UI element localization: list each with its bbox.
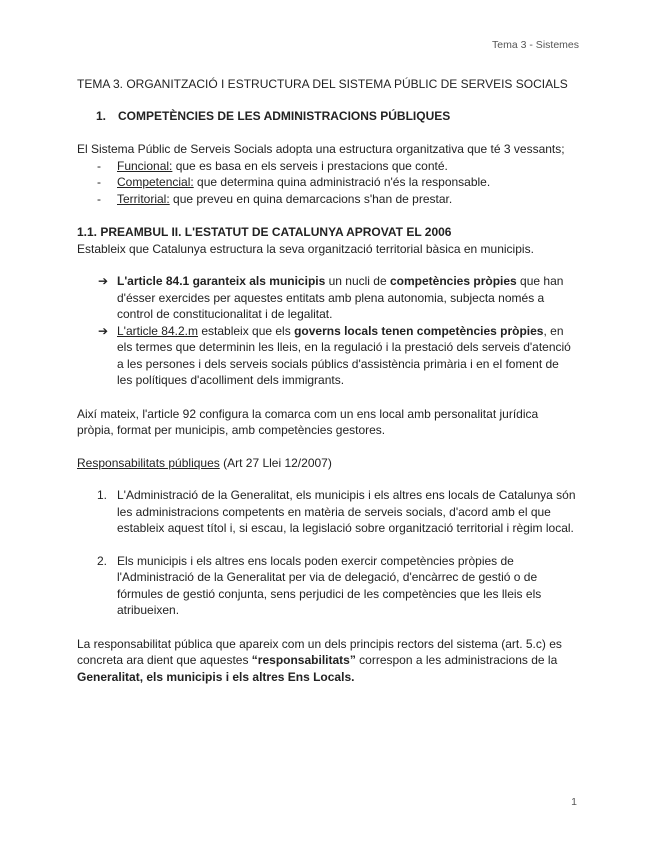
list-item bbox=[77, 174, 577, 191]
item-number: 2. bbox=[97, 553, 108, 568]
responsabilitats-title: Responsabilitats públiques bbox=[77, 455, 220, 470]
arrow-right-icon: ➔ bbox=[98, 323, 109, 338]
section-label: COMPETÈNCIES DE LES ADMINISTRACIONS PÚBLIQUES bbox=[118, 108, 451, 123]
section-number: 1. bbox=[96, 108, 107, 123]
vessants-list bbox=[77, 158, 577, 208]
final-text: La responsabilitat pública que apareix com un dels principis rectors del sistema (art. 5.c) es concreta ara dient que aquestes bbox=[77, 636, 562, 667]
dash-bullet: - bbox=[97, 191, 101, 206]
list-item bbox=[77, 158, 577, 175]
article-emphasis: governs locals tenen competències pròpies bbox=[294, 323, 544, 338]
intro-paragraph: El Sistema Públic de Serveis Socials adopta una estructura organitzativa que té 3 vessants; bbox=[77, 142, 565, 156]
list-item bbox=[77, 553, 577, 619]
subsection-text: Estableix que Catalunya estructura la seva organització territorial bàsica en municipis. bbox=[77, 241, 534, 256]
item-number: 1. bbox=[97, 488, 108, 502]
list-item bbox=[77, 191, 577, 208]
article-text: que han d'ésser exercides per aquestes entitats amb plena autonomia, subjecta només a control de constitucionalitat i de legalitat. bbox=[117, 274, 564, 321]
document-body bbox=[77, 76, 577, 685]
list-item bbox=[77, 487, 577, 537]
bullet-text: que es basa en els serveis i prestacions que conté. bbox=[172, 158, 448, 173]
final-emphasis: Generalitat, els municipis i els altres Ens Locals. bbox=[77, 669, 355, 684]
numbered-list bbox=[77, 487, 577, 619]
bullet-term: Competencial: bbox=[117, 175, 194, 189]
article-ref: L'article 84.2.m bbox=[117, 323, 198, 338]
article-ref: L'article 84.1 garanteix als municipis bbox=[117, 274, 326, 288]
final-paragraph bbox=[77, 636, 577, 686]
articles-list bbox=[77, 273, 577, 389]
article-text: , en els termes que determinin les lleis, en la regulació i la prestació dels serveis d'atenció a les persones i dels serveis socials públics d'assistència primària i en el foment de les polítiques d'acolliment dels immigrants. bbox=[117, 323, 571, 387]
article92-paragraph: Així mateix, l'article 92 configura la comarca com un ens local amb personalitat jurídica pròpia, format per municipis, amb competències gestores. bbox=[77, 406, 539, 437]
article-text: estableix que els bbox=[198, 323, 295, 338]
section-heading bbox=[96, 108, 577, 125]
item-text: L'Administració de la Generalitat, els municipis i els altres ens locals de Catalunya són les administracions competents en matèria de serveis socials, d'acord amb el que estableix aquest títol i, si escau, la legislació sobre organització territorial i règim local. bbox=[117, 488, 576, 535]
list-item bbox=[77, 323, 577, 389]
article-text: un nucli de bbox=[325, 274, 390, 288]
bullet-term: Territorial: bbox=[117, 191, 170, 206]
bullet-term: Funcional: bbox=[117, 158, 173, 173]
bullet-text: que preveu en quina demarcacions s'han de prestar. bbox=[169, 191, 453, 206]
responsabilitats-ref: (Art 27 Llei 12/2007) bbox=[219, 455, 332, 470]
article-emphasis: competències pròpies bbox=[390, 274, 517, 288]
item-text: Els municipis i els altres ens locals poden exercir competències pròpies de l'Administració de la Generalitat per via de delegació, d'encàrrec de gestió o de fórmules de gestió conjunta, sens perjudici de les competències que les lleis els atribueixen. bbox=[117, 553, 542, 617]
running-header: Tema 3 - Sistemes bbox=[492, 39, 579, 51]
responsabilitats-heading bbox=[77, 455, 577, 472]
subsection-heading: 1.1. PREAMBUL II. L'ESTATUT DE CATALUNYA APROVAT EL 2006 bbox=[77, 225, 452, 239]
final-text: correspon a les administracions de la bbox=[355, 653, 558, 667]
bullet-text: que determina quina administració n'és la responsable. bbox=[193, 175, 491, 189]
final-emphasis: “responsabilitats” bbox=[251, 653, 356, 667]
dash-bullet: - bbox=[97, 158, 101, 173]
dash-bullet: - bbox=[97, 175, 101, 189]
page-number: 1 bbox=[571, 796, 577, 808]
arrow-right-icon: ➔ bbox=[98, 274, 109, 288]
list-item bbox=[77, 273, 577, 323]
document-title: TEMA 3. ORGANITZACIÓ I ESTRUCTURA DEL SISTEMA PÚBLIC DE SERVEIS SOCIALS bbox=[77, 77, 568, 91]
